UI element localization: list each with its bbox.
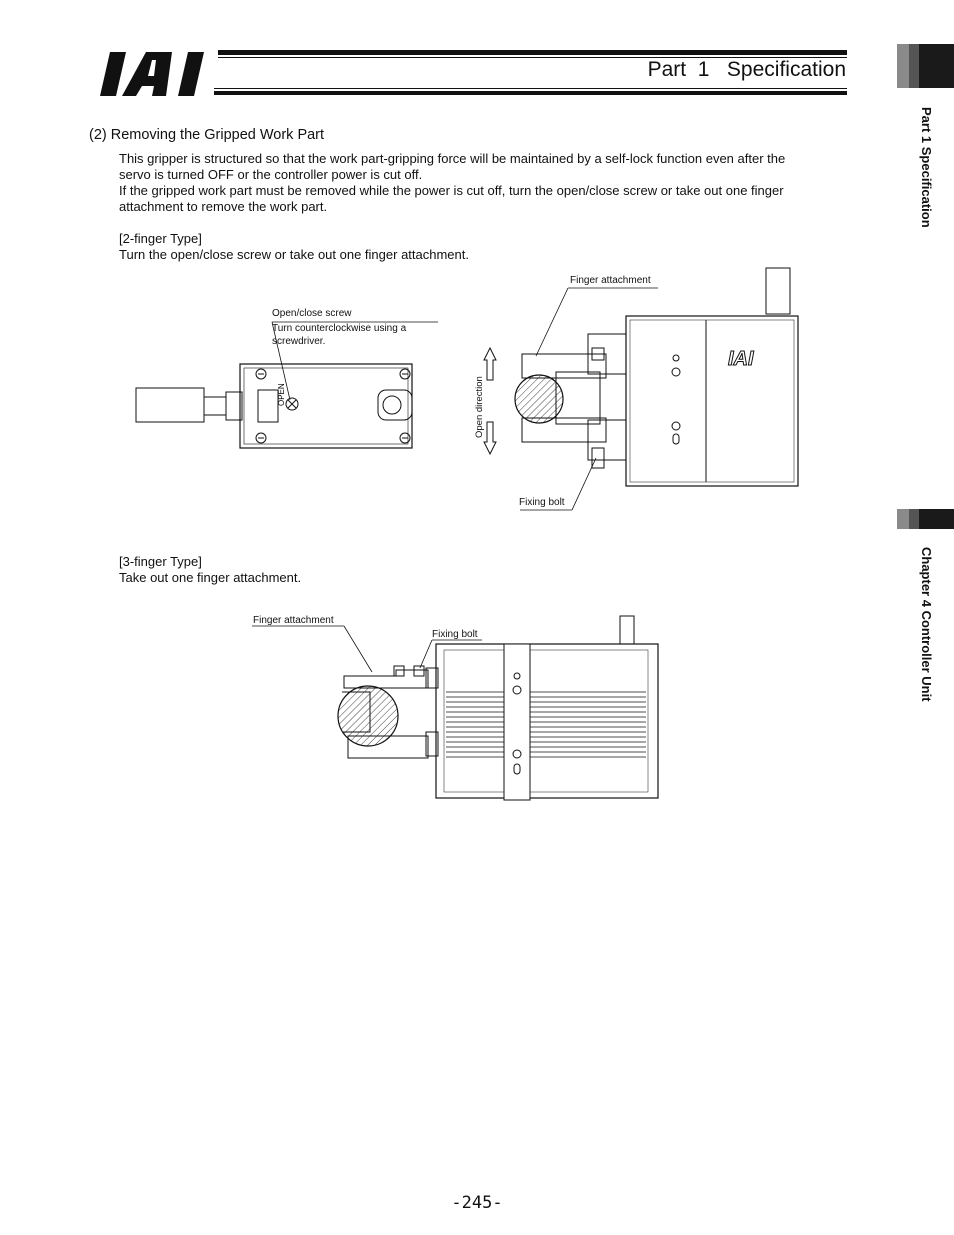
turn-note-line-1: Turn counterclockwise using a — [272, 323, 407, 334]
two-finger-side-view-diagram — [470, 262, 810, 517]
side-tab-part-dark — [919, 44, 954, 88]
paragraph-2-line-2: attachment to remove the work part. — [119, 199, 328, 214]
page-number: -245- — [451, 1193, 503, 1213]
header-rule-bottom-thin — [214, 88, 847, 89]
side-tab-chapter-mid — [909, 509, 919, 529]
two-finger-type-label: [2-finger Type] — [119, 231, 202, 246]
fixing-bolt-label-2f: Fixing bolt — [519, 497, 565, 508]
two-finger-instruction: Turn the open/close screw or take out one finger attachment. — [119, 247, 469, 262]
header-rule-bottom — [214, 91, 847, 95]
side-tab-part-mid — [909, 44, 919, 88]
section-heading: (2) Removing the Gripped Work Part — [89, 127, 325, 143]
header-rule-top — [218, 50, 847, 55]
side-tab-chapter-label: Chapter 4 Controller Unit — [919, 547, 934, 702]
three-finger-instruction: Take out one finger attachment. — [119, 570, 302, 585]
finger-attachment-label-2f: Finger attachment — [570, 275, 651, 286]
side-tab-part-label: Part 1 Specification — [919, 107, 934, 228]
side-tab-chapter-dark — [919, 509, 954, 529]
iai-logo — [96, 52, 214, 96]
open-close-screw-label: Open/close screw — [272, 308, 352, 319]
paragraph-1-line-2: servo is turned OFF or the controller power is cut off. — [119, 167, 423, 182]
paragraph-1-line-1: This gripper is structured so that the work part-gripping force will be maintained by a self-lock function even after the — [119, 151, 786, 166]
open-marking: OPEN — [277, 383, 286, 406]
iai-logo-mark — [96, 52, 214, 96]
side-tab-chapter-light — [897, 509, 909, 529]
side-tab-part-light — [897, 44, 909, 88]
fixing-bolt-label-3f: Fixing bolt — [432, 629, 478, 640]
turn-note-line-2: screwdriver. — [272, 336, 326, 347]
body-logo: IAI — [728, 348, 754, 370]
open-direction-label: Open direction — [474, 376, 485, 438]
paragraph-2-line-1: If the gripped work part must be removed while the power is cut off, turn the open/close screw or take out one finger — [119, 183, 784, 198]
finger-attachment-label-3f: Finger attachment — [253, 615, 334, 626]
three-finger-type-label: [3-finger Type] — [119, 554, 202, 569]
page-header-title: Part 1 Specification — [647, 58, 846, 81]
